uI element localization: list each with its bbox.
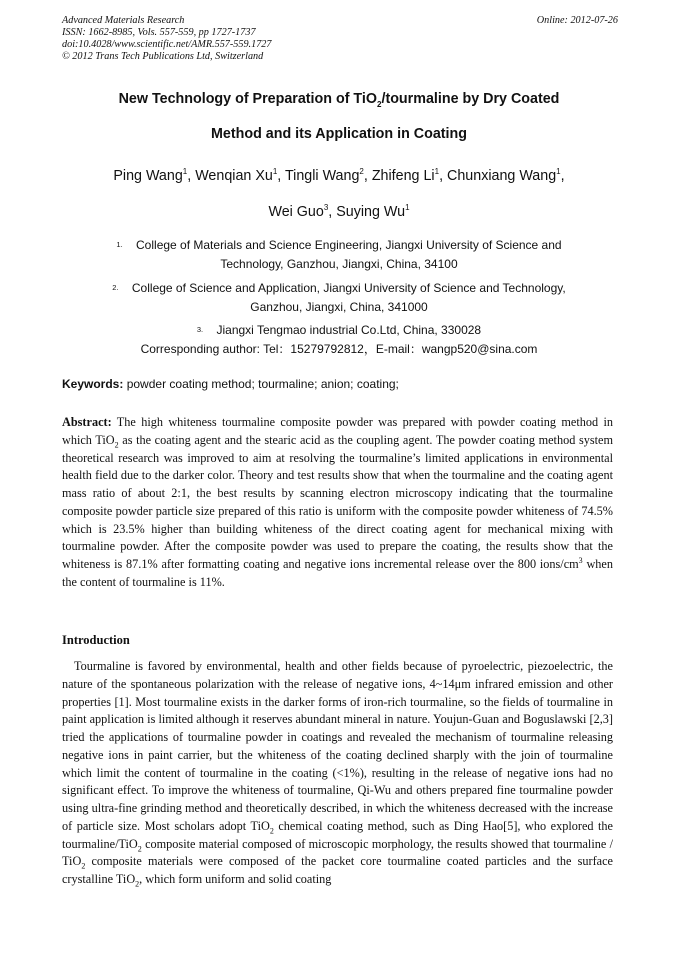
copyright-line: © 2012 Trans Tech Publications Ltd, Switzerland — [62, 51, 264, 62]
author: Wenqian Xu — [195, 168, 273, 184]
section-heading-introduction: Introduction — [62, 633, 130, 647]
author-line-2: Wei Guo$^3$, Suying Wu$^1$ — [268, 203, 410, 220]
affiliation-marker: 3. — [196, 325, 204, 334]
body-text: chemical coating method, such as Ding Hao[5], who explored the tourmaline/TiO — [62, 818, 613, 851]
author-affiliation-marker: 1 — [434, 167, 440, 177]
author-affiliation-marker: 1 — [182, 167, 188, 177]
keywords-text: powder coating method; tourmaline; anion; coating; — [126, 377, 399, 391]
body-text: Tourmaline is favored by environmental, health and other fields because of pyroelectric, piezoelectric, the nature of the spontaneous polarization with the release of negative ions, 4~14μm infrared emission and other properties [1]. Most tourmaline exists in the darker forms of iron-rich tourmaline, so the fields of tourmaline in paint application is limited although it reserves abundant mineral in nature. Youjun-Guan and Boguslawski [2,3] tried the applications of tourmaline powder in coatings and revealed the mechanism of tourmaline releasing negative ions in paint carrier, but the whiteness of the coating declined sharply with the join of tourmaline which limit the content of tourmaline in the coating (<1%), resulting in the release of negative ions had no significant effect. To improve the whiteness of tourmaline, Qi-Wu and others prepared fine tourmaline powder using ultra-fine grinding method and theoretically described, in which the whiteness decreased with the increase of particle size. Most scholars adopt TiO — [62, 659, 613, 833]
author: Suying Wu — [336, 204, 406, 220]
affiliation-text: Technology, Ganzhou, Jiangxi, China, 34100 — [220, 257, 458, 271]
author-affiliation-marker: 1 — [405, 203, 410, 213]
title-part2: /tourmaline by Dry Coated — [381, 91, 560, 107]
author: Zhifeng Li — [371, 168, 435, 184]
abstract-label: Abstract: — [62, 415, 112, 429]
author: Wei Guo — [268, 204, 324, 220]
abstract — [62, 414, 613, 592]
title-part1: New Technology of Preparation of TiO — [118, 91, 378, 107]
subscript: 2 — [81, 861, 86, 871]
subscript: 2 — [137, 843, 142, 853]
keywords-label: Keywords: — [62, 377, 124, 391]
author: Tingli Wang — [284, 168, 360, 184]
introduction-paragraph — [62, 658, 613, 889]
journal-header — [62, 15, 618, 63]
author-line-1: Ping Wang$^1$, Wenqian Xu$^1$, Tingli Wang$^2$, Zhifeng Li$^1$, Chunxiang Wang$^1$, — [113, 167, 565, 184]
affiliation-text: College of Materials and Science Engineering, Jiangxi University of Science and — [136, 238, 562, 252]
author-affiliation-marker: 3 — [323, 203, 329, 213]
corresponding-author: Corresponding author: Tel：15279792812，E-mail：wangp520@sina.com — [140, 342, 538, 356]
title-subscript: 2 — [377, 99, 382, 109]
abstract-text: as the coating agent and the stearic acid as the coupling agent. The powder coating method system theoretical research was improved to aim at resolving the tourmaline’s limited applications in environmental health field due to the darker color. Theory and test results show that when the tourmaline and the coating agent mass ratio of about 2:1, the best results by scanning electron microscopy indicating that the tourmaline composite powder particle size prepared of this ratio is uniform with the composite powder whiteness of 74.5% which is 23.5% higher than building whiteness of the direct coating agent for mechanical mixing with tourmaline powder. After the composite powder was used to prepare the coating, the results show that the whiteness is 87.1% after formatting coating and negative ions incremental release over the 800 ions/cm — [62, 432, 613, 571]
paper-title-line2: Method and its Application in Coating — [210, 126, 467, 142]
author-affiliation-marker: 1 — [556, 167, 561, 177]
affiliation-1 — [40, 236, 638, 274]
paper-title — [40, 91, 638, 107]
affiliation-marker: 2. — [112, 283, 119, 292]
issn-line: ISSN: 1662-8985, Vols. 557-559, pp 1727-1737 — [62, 27, 256, 38]
subscript: 2 — [114, 440, 119, 450]
superscript: 3 — [578, 555, 583, 565]
journal-name: Advanced Materials Research — [62, 15, 185, 26]
doi-line[interactable]: doi:10.4028/www.scientific.net/AMR.557-559.1727 — [62, 39, 272, 50]
author: Ping Wang — [113, 168, 183, 184]
affiliation-2 — [40, 279, 638, 317]
keywords — [62, 377, 618, 391]
affiliation-text: College of Science and Application, Jiangxi University of Science and Technology, — [131, 281, 566, 295]
body-text: composite materials were composed of the packet core tourmaline coated particles and the surface crystalline TiO — [62, 854, 613, 886]
subscript: 2 — [269, 826, 274, 836]
abstract-text: The high whiteness tourmaline composite powder was prepared with powder coating method in which TiO — [62, 415, 613, 447]
subscript: 2 — [135, 879, 140, 889]
body-text: composite material composed of microscopic morphology, the results showed that tourmaline / TiO — [62, 836, 613, 869]
abstract-text: when the content of tourmaline is 11%. — [62, 557, 613, 589]
affiliation-marker: 1. — [116, 240, 123, 249]
author: Chunxiang Wang — [447, 168, 557, 184]
affiliation-text: Ganzhou, Jiangxi, China, 341000 — [250, 300, 428, 314]
author-affiliation-marker: 2 — [359, 167, 364, 177]
body-text: , which form uniform and solid coating — [139, 872, 332, 886]
online-date: Online: 2012-07-26 — [536, 15, 618, 26]
affiliation-3 — [40, 321, 638, 359]
affiliation-text: Jiangxi Tengmao industrial Co.Ltd, China, 330028 — [216, 323, 482, 337]
author-affiliation-marker: 1 — [272, 167, 278, 177]
